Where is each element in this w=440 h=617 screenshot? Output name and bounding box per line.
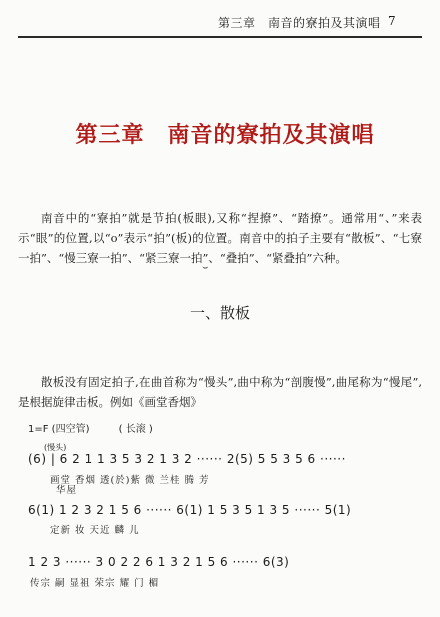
scan-mark: ⌣ <box>202 262 209 273</box>
score-key-line <box>28 420 153 435</box>
score-paren-label: (慢头) <box>44 443 67 452</box>
running-header <box>0 0 440 40</box>
score-key: 1=F (四空管) <box>28 424 90 435</box>
score-tempo: ( 长滚 ) <box>118 424 153 435</box>
lyric-line-3: 传宗 嗣 显祖 荣宗 耀 门 楣 <box>30 578 160 589</box>
header-rule <box>18 36 422 38</box>
section-paragraph: 散板没有固定拍子,在曲首称为“慢头”,曲中称为“剖腹慢”,曲尾称为“慢尾”,是根据旋律击板。例如《画堂香烟》 <box>18 375 422 409</box>
section-title: 一、散板 <box>189 304 250 322</box>
page-number: 7 <box>388 14 396 28</box>
lyric-line-1: 画堂 香烟 透(於)紫 微 兰桂 腾 芳 <box>50 475 210 486</box>
running-header-title: 第三章 南音的寮拍及其演唱 <box>218 16 381 30</box>
lyric-line-2: 定新 妆 天近 麟 儿 <box>50 525 140 536</box>
intro-paragraph: 南音中的“寮拍”就是节拍(板眼),又称“捏撩”、“踏撩”。通常用“、”来表示“眼”的位置,以“o”表示“拍”(板)的位置。南音中的拍子主要有“散板”、“七寮一拍”、“慢三寮一拍”、“紧三寮一拍”、“叠拍”、“紧叠拍”六种。 <box>18 211 422 265</box>
score-line-1: (6) | 6 2 1 1 3 5 3 2 1 3 2 ······ 2(5) 5 5 3 5 6 ······ <box>28 452 346 466</box>
chapter-title: 第三章 南音的寮拍及其演唱 <box>75 122 375 148</box>
lyric-extra: 华屋 <box>56 485 78 496</box>
score-line-2: 6(1) 1 2 3 2 1 5 6 ······ 6(1) 1 5 3 5 1 3 5 ······ 5(1) <box>28 503 352 517</box>
score-line-3: 1 2 3 ······ 3 0 2 2 6 1 3 2 1 5 6 ······ 6(3) <box>28 555 290 569</box>
